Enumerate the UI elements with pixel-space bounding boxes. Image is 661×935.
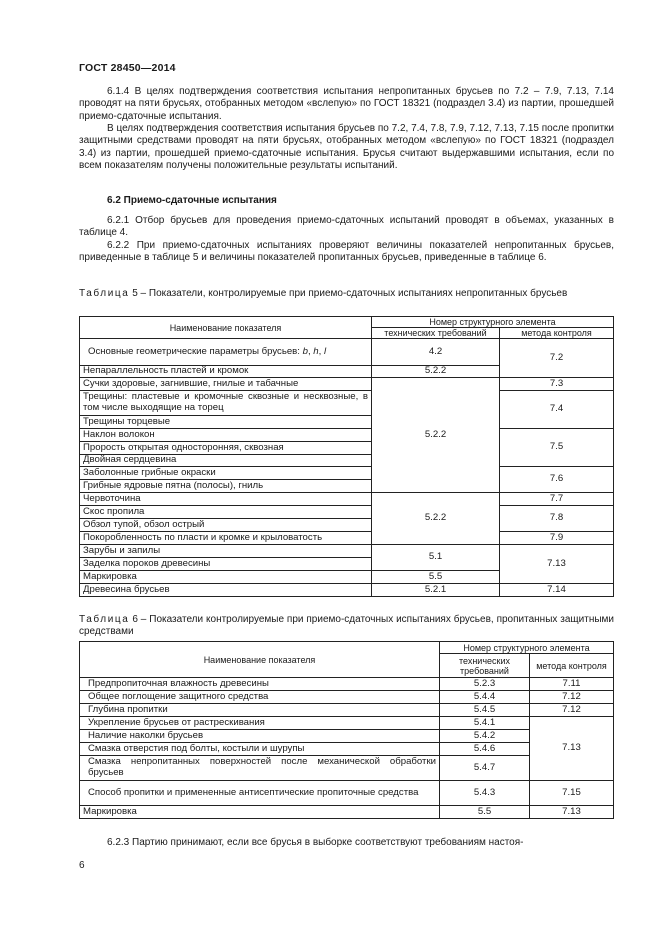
table-row: Заболонные грибные окраски xyxy=(80,467,372,480)
table6-header-name: Наименование показателя xyxy=(80,642,440,678)
table6-header-group: Номер структурного элемента xyxy=(440,642,614,654)
table5-header-name: Наименование показателя xyxy=(80,317,372,339)
table-row: Обзол тупой, обзол острый xyxy=(80,519,372,532)
table-row: Сучки здоровые, загнившие, гнилые и табачные xyxy=(80,378,372,391)
table6-caption-text: 6 – Показатели контролируемые при приемо-сдаточных испытаниях брусьев, пропитанных защитными средствами xyxy=(79,614,614,637)
table-row: Трещины торцевые xyxy=(80,416,372,429)
table-row: Скос пропила xyxy=(80,506,372,519)
table-row: Зарубы и запилы xyxy=(80,545,372,558)
table-row: Древесина брусьев xyxy=(80,584,372,597)
paragraph-6-2-2: 6.2.2 При приемо-сдаточных испытаниях проверяют величины показателей непропитанных брусьев, приведенные в таблице 5 и величины показателей пропитанных брусьев, приведенные в таблице 6. xyxy=(79,240,614,264)
paragraph-6-2-1: 6.2.1 Отбор брусьев для проведения приемо-сдаточных испытаний проводят в объемах, указанных в таблице 4. xyxy=(79,215,614,239)
table6-caption-word: Таблица xyxy=(79,614,130,625)
table6-caption xyxy=(79,614,614,637)
document-header: ГОСТ 28450—2014 xyxy=(79,62,176,74)
table-row: Способ пропитки и примененные антисептические пропиточные средства xyxy=(80,781,440,806)
table-row: Покоробленность по пласти и кромке и крыловатость xyxy=(80,532,372,545)
table5-caption xyxy=(79,288,614,300)
table-row: Двойная сердцевина xyxy=(80,455,372,467)
paragraph-6-1-4: 6.1.4 В целях подтверждения соответствия испытания непропитанных брусьев по 7.2 – 7.9, 7.13, 7.14 проводят на пяти брусьях, отобранных методом «вслепую» по ГОСТ 18321 (подраздел 3.4) из партии, прошедшей приемо-сдаточные испытания. xyxy=(79,86,614,122)
table-row: Наклон волокон xyxy=(80,429,372,442)
table-row: Предпропиточная влажность древесины xyxy=(80,678,440,691)
table-5: Наименование показателя Номер структурного элемента технических требований метода контроля Основные геометрические параметры брусьев: b, h, l 4.2 7.2 Непараллельность пластей и кромок 5.2.2 Сучки здоровые, загнившие, гнилые и табачные 5.2.2 7.3 Трещины: пластевые и кромочные сквозные и несквозные, в том числе выходящие на торец 7.4 Трещины торцевые Наклон волокон 7.5 Прорость открытая односторонняя, сквозная Двойная сердцевина Заболонные грибные окраски 7.6 Грибные ядровые пятна (полосы), гниль Червоточина 5.2.2 7.7 Скос пропила 7.8 Обзол тупой, обзол острый Покоробленность по пласти и кромке и крыловатость 7.9 Зарубы и запилы 5.1 7.13 Заделка пороков древесины Маркировка 5.5 Древесина брусьев 5.2.1 7.14 xyxy=(79,316,614,597)
table5-header-method: метода контроля xyxy=(500,328,614,339)
table-row: Маркировка xyxy=(80,806,440,819)
table-row: Прорость открытая односторонняя, сквозная xyxy=(80,442,372,455)
table-row: Грибные ядровые пятна (полосы), гниль xyxy=(80,480,372,493)
page-number: 6 xyxy=(79,860,85,871)
table-row: Смазка отверстия под болты, костыли и шурупы xyxy=(80,743,440,756)
table-row: Смазка непропитанных поверхностей после механической обработки брусьев xyxy=(80,756,440,781)
table-row: Общее поглощение защитного средства xyxy=(80,691,440,704)
table-row: Маркировка xyxy=(80,571,372,584)
table-row: Наличие наколки брусьев xyxy=(80,730,440,743)
table-row: Укрепление брусьев от растрескивания xyxy=(80,717,440,730)
table6-header-tech: технических требований xyxy=(440,654,530,678)
paragraph-6-2-3: 6.2.3 Партию принимают, если все брусья в выборке соответствуют требованиям настоя- xyxy=(107,837,524,848)
table5-caption-text: 5 – Показатели, контролируемые при приемо-сдаточных испытаниях непропитанных брусьев xyxy=(129,288,568,299)
section-title: 6.2 Приемо-сдаточные испытания xyxy=(107,195,277,206)
table-row: Глубина пропитки xyxy=(80,704,440,717)
table5-caption-word: Таблица xyxy=(79,288,130,299)
table-6: Наименование показателя Номер структурного элемента технических требований метода контроля Предпропиточная влажность древесины 5.2.3 7.11 Общее поглощение защитного средства 5.4.4 7.12 Глубина пропитки 5.4.5 7.12 Укрепление брусьев от растрескивания 5.4.1 7.13 Наличие наколки брусьев 5.4.2 Смазка отверстия под болты, костыли и шурупы 5.4.6 Смазка непропитанных поверхностей после механической обработки брусьев 5.4.7 Способ пропитки и примененные антисептические пропиточные средства 5.4.3 7.15 Маркировка 5.5 7.13 xyxy=(79,641,614,819)
table-row: Заделка пороков древесины xyxy=(80,558,372,571)
table-row: Основные геометрические параметры брусьев: b, h, l xyxy=(80,339,372,366)
table-row: Червоточина xyxy=(80,493,372,506)
table5-header-group: Номер структурного элемента xyxy=(372,317,614,328)
table-row: Трещины: пластевые и кромочные сквозные и несквозные, в том числе выходящие на торец xyxy=(80,391,372,416)
table5-header-tech: технических требований xyxy=(372,328,500,339)
table-row: Непараллельность пластей и кромок xyxy=(80,366,372,378)
paragraph-6-1-4-continued: В целях подтверждения соответствия испытания брусьев по 7.2, 7.4, 7.8, 7.9, 7.12, 7.13, 7.15 после пропитки защитными средствами проводят на пяти брусьях, отобранных методом «вслепую» по ГОСТ 18321 (подраздел 3.4) из партии, прошедшей приемо-сдаточные испытания. Брусья считают выдержавшими испытания, если по всем показателям получены положительные результаты испытаний. xyxy=(79,123,614,171)
table6-header-method: метода контроля xyxy=(530,654,614,678)
